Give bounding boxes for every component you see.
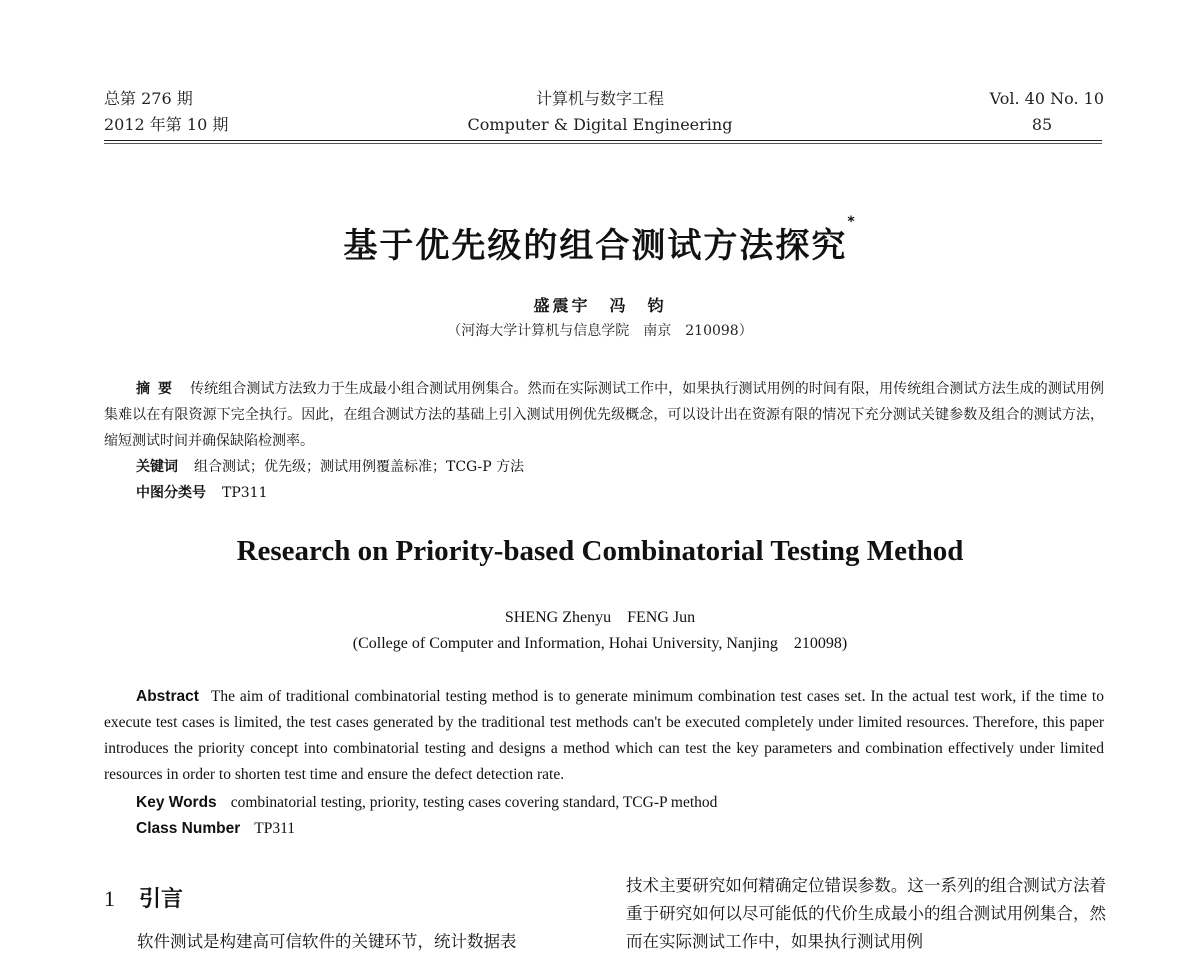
class-cn-text: TP311 <box>222 485 268 501</box>
abstract-cn-label: 摘要 <box>136 381 181 397</box>
header-rule <box>104 140 1102 141</box>
keywords-en-text: combinatorial testing, priority, testing cases covering standard, TCG-P method <box>230 794 718 811</box>
volume-info <box>900 86 1104 138</box>
abstract-cn-text: 传统组合测试方法致力于生成最小组合测试用例集合。然而在实际测试工作中，如果执行测试用例的时间有限，用传统组合测试方法生成的测试用例集难以在有限资源下完全执行。因此，在组合测试方法的基础上引入测试用例优先级概念，可以设计出在资源有限的情况下充分测试关键参数及组合的测试方法，缩短测试时间并确保缺陷检测率。 <box>104 381 1104 449</box>
keywords-cn-label: 关键词 <box>136 459 178 475</box>
title-cn-text: 基于优先级的组合测试方法探究 <box>343 226 848 266</box>
affiliation-cn: （河海大学计算机与信息学院 南京 210098） <box>447 323 753 339</box>
class-en-text: TP311 <box>254 820 295 837</box>
affiliation-en: (College of Computer and Information, Hohai University, Nanjing 210098) <box>352 635 848 652</box>
keywords-en-label: Key Words <box>136 794 217 811</box>
abstract-en-text: The aim of traditional combinatorial testing method is to generate minimum combination test cases set. In the actual test work, if the time to execute test cases is limited, the test cases generated by the traditional test methods can't be executed completely under limited resources. Therefore, this paper introduces the priority concept into combinatorial testing and designs a method which can test the key parameters and combination effectively under limited resources in order to shorten test time and ensure the defect detection rate. <box>104 688 1104 783</box>
section-number: 1 <box>104 886 115 911</box>
page-number: 85 <box>1031 115 1053 134</box>
journal-name <box>400 86 800 138</box>
section-title: 引言 <box>139 887 184 912</box>
keywords-cn <box>136 454 524 480</box>
total-issue: 总第 276 期 <box>104 89 193 108</box>
body-right-column: 技术主要研究如何精确定位错误参数。这一系列的组合测试方法着重于研究如何以尽可能低的代价生成最小的组合测试用例集合，然而在实际测试工作中，如果执行测试用例 <box>626 876 1106 951</box>
paper-title-cn <box>0 214 1200 267</box>
journal-name-en: Computer & Digital Engineering <box>467 115 733 134</box>
abstract-cn <box>104 376 1104 454</box>
keywords-cn-text: 组合测试；优先级；测试用例覆盖标准；TCG-P 方法 <box>194 459 525 475</box>
journal-name-cn: 计算机与数字工程 <box>535 89 664 108</box>
authors-cn: 盛震宇 冯 钧 <box>533 296 667 315</box>
journal-issue-info <box>104 86 228 138</box>
section-heading <box>104 882 183 913</box>
body-left-column: 软件测试是构建高可信软件的关键环节，统计数据表 <box>137 932 517 951</box>
abstract-en <box>104 684 1104 788</box>
funding-footnote-mark: * <box>847 214 857 230</box>
year-issue: 2012 年第 10 期 <box>104 115 229 134</box>
paper-title-en: Research on Priority-based Combinatorial Testing Method <box>236 535 964 567</box>
class-number-en <box>136 816 295 842</box>
volume-number: Vol. 40 No. 10 <box>989 89 1104 108</box>
class-cn-label: 中图分类号 <box>136 485 206 501</box>
class-number-cn <box>136 480 267 506</box>
header-rule-thin <box>104 143 1102 144</box>
class-en-label: Class Number <box>136 820 241 837</box>
authors-en: SHENG Zhenyu FENG Jun <box>504 609 696 626</box>
abstract-en-label: Abstract <box>136 688 199 705</box>
keywords-en <box>136 790 717 816</box>
